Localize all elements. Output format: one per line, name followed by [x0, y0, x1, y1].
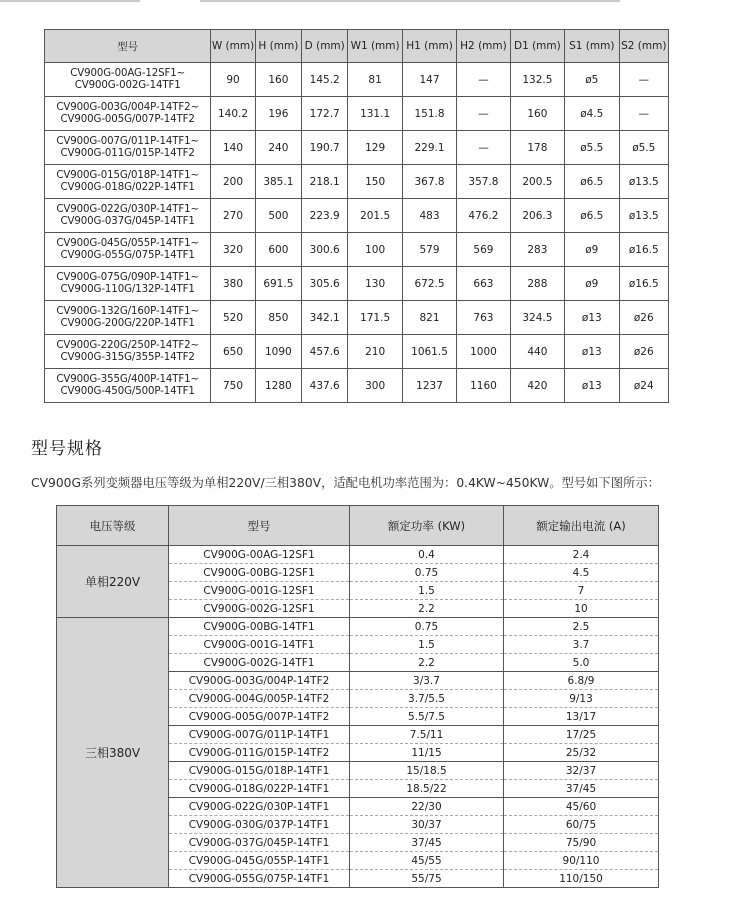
model-cell: CV900G-015G/018P-14TF1	[169, 762, 350, 780]
value-cell: 283	[510, 233, 564, 267]
value-cell: —	[619, 97, 669, 131]
value-cell: 476.2	[457, 199, 510, 233]
top-divider	[0, 0, 732, 3]
table-row	[45, 97, 669, 131]
value-cell: 600	[255, 233, 301, 267]
value-cell: ø6.5	[565, 165, 619, 199]
value-cell: 1090	[255, 335, 301, 369]
model-cell: CV900G-045G/055P-14TF1	[169, 852, 350, 870]
voltage-group-cell: 单相220V	[57, 546, 169, 618]
value-cell: ø26	[619, 301, 669, 335]
value-cell: ø9	[565, 267, 619, 301]
current-cell: 90/110	[504, 852, 659, 870]
value-cell: —	[457, 131, 510, 165]
value-cell: ø13.5	[619, 199, 669, 233]
model-line: CV900G-450G/500P-14TF1	[60, 385, 195, 397]
table-row	[57, 546, 659, 564]
table-row	[45, 335, 669, 369]
value-cell: 178	[510, 131, 564, 165]
value-cell: 100	[348, 233, 402, 267]
current-cell: 110/150	[504, 870, 659, 888]
value-cell: 320	[211, 233, 255, 267]
current-cell: 75/90	[504, 834, 659, 852]
value-cell: ø6.5	[565, 199, 619, 233]
table-row	[57, 618, 659, 636]
model-cell: CV900G-030G/037P-14TF1	[169, 816, 350, 834]
model-line: CV900G-015G/018P-14TF1~	[56, 169, 199, 181]
current-cell: 6.8/9	[504, 672, 659, 690]
value-cell: ø5	[565, 63, 619, 97]
value-cell: 129	[348, 131, 402, 165]
value-cell: 240	[255, 131, 301, 165]
model-line: CV900G-00AG-12SF1~	[70, 67, 186, 79]
value-cell: 420	[510, 369, 564, 403]
value-cell: 750	[211, 369, 255, 403]
power-cell: 0.75	[350, 564, 504, 582]
model-cell	[45, 131, 211, 165]
value-cell: 160	[510, 97, 564, 131]
dims-header-cell: S1 (mm)	[565, 30, 619, 63]
model-cell: CV900G-037G/045P-14TF1	[169, 834, 350, 852]
value-cell: 200	[211, 165, 255, 199]
model-line: CV900G-005G/007P-14TF2	[60, 113, 195, 125]
value-cell: 81	[348, 63, 402, 97]
value-cell: 821	[402, 301, 456, 335]
spec-header-cell: 电压等级	[57, 506, 169, 546]
value-cell: ø16.5	[619, 233, 669, 267]
current-cell: 10	[504, 600, 659, 618]
value-cell: 171.5	[348, 301, 402, 335]
value-cell: 132.5	[510, 63, 564, 97]
value-cell: 270	[211, 199, 255, 233]
current-cell: 25/32	[504, 744, 659, 762]
table-row	[45, 233, 669, 267]
power-cell: 3.7/5.5	[350, 690, 504, 708]
power-cell: 55/75	[350, 870, 504, 888]
power-cell: 2.2	[350, 654, 504, 672]
value-cell: 324.5	[510, 301, 564, 335]
model-cell	[45, 267, 211, 301]
model-line: CV900G-018G/022P-14TF1	[60, 181, 195, 193]
section-description: CV900G系列变频器电压等级为单相220V/三相380V，适配电机功率范围为：0.4KW~450KW。型号如下图所示：	[31, 476, 660, 490]
table-row	[45, 131, 669, 165]
value-cell: 763	[457, 301, 510, 335]
model-cell	[45, 97, 211, 131]
power-cell: 0.4	[350, 546, 504, 564]
value-cell: 569	[457, 233, 510, 267]
dims-header-cell: D1 (mm)	[510, 30, 564, 63]
model-cell: CV900G-004G/005P-14TF2	[169, 690, 350, 708]
value-cell: 380	[211, 267, 255, 301]
model-cell	[45, 369, 211, 403]
value-cell: 131.1	[348, 97, 402, 131]
dims-header-cell: W1 (mm)	[348, 30, 402, 63]
model-line: CV900G-055G/075P-14TF1	[60, 249, 195, 261]
value-cell: 1061.5	[402, 335, 456, 369]
model-cell	[45, 199, 211, 233]
model-cell	[45, 335, 211, 369]
power-cell: 15/18.5	[350, 762, 504, 780]
value-cell: 1160	[457, 369, 510, 403]
current-cell: 4.5	[504, 564, 659, 582]
current-cell: 17/25	[504, 726, 659, 744]
model-cell: CV900G-002G-12SF1	[169, 600, 350, 618]
voltage-group-cell: 三相380V	[57, 618, 169, 888]
table-row	[45, 369, 669, 403]
value-cell: ø13	[565, 335, 619, 369]
model-cell: CV900G-055G/075P-14TF1	[169, 870, 350, 888]
power-cell: 30/37	[350, 816, 504, 834]
dims-header-cell: W (mm)	[211, 30, 255, 63]
value-cell: ø16.5	[619, 267, 669, 301]
value-cell: ø24	[619, 369, 669, 403]
spec-header-cell: 额定功率 (KW)	[350, 506, 504, 546]
model-cell: CV900G-00AG-12SF1	[169, 546, 350, 564]
model-cell: CV900G-007G/011P-14TF1	[169, 726, 350, 744]
value-cell: 151.8	[402, 97, 456, 131]
value-cell: 305.6	[302, 267, 348, 301]
value-cell: 190.7	[302, 131, 348, 165]
value-cell: 140	[211, 131, 255, 165]
model-line: CV900G-045G/055P-14TF1~	[56, 237, 199, 249]
value-cell: 672.5	[402, 267, 456, 301]
value-cell: 160	[255, 63, 301, 97]
value-cell: 691.5	[255, 267, 301, 301]
value-cell: 300.6	[302, 233, 348, 267]
spec-header-cell: 型号	[169, 506, 350, 546]
value-cell: ø5.5	[565, 131, 619, 165]
table-row	[45, 165, 669, 199]
value-cell: 1237	[402, 369, 456, 403]
power-cell: 3/3.7	[350, 672, 504, 690]
power-cell: 7.5/11	[350, 726, 504, 744]
current-cell: 3.7	[504, 636, 659, 654]
model-line: CV900G-007G/011P-14TF1~	[56, 135, 199, 147]
dims-header-cell: H (mm)	[255, 30, 301, 63]
power-cell: 1.5	[350, 582, 504, 600]
dimensions-header-row	[45, 30, 669, 63]
value-cell: 150	[348, 165, 402, 199]
value-cell: 520	[211, 301, 255, 335]
value-cell: 663	[457, 267, 510, 301]
dims-header-cell: S2 (mm)	[619, 30, 669, 63]
value-cell: 145.2	[302, 63, 348, 97]
value-cell: ø4.5	[565, 97, 619, 131]
current-cell: 5.0	[504, 654, 659, 672]
power-cell: 22/30	[350, 798, 504, 816]
value-cell: 457.6	[302, 335, 348, 369]
value-cell: ø9	[565, 233, 619, 267]
model-cell	[45, 165, 211, 199]
value-cell: 206.3	[510, 199, 564, 233]
model-cell: CV900G-003G/004P-14TF2	[169, 672, 350, 690]
value-cell: 357.8	[457, 165, 510, 199]
model-line: CV900G-355G/400P-14TF1~	[56, 373, 199, 385]
dims-header-cell: H2 (mm)	[457, 30, 510, 63]
value-cell: 229.1	[402, 131, 456, 165]
value-cell: —	[619, 63, 669, 97]
power-cell: 37/45	[350, 834, 504, 852]
value-cell: 1000	[457, 335, 510, 369]
power-cell: 1.5	[350, 636, 504, 654]
value-cell: 223.9	[302, 199, 348, 233]
power-cell: 18.5/22	[350, 780, 504, 798]
value-cell: 579	[402, 233, 456, 267]
model-cell: CV900G-022G/030P-14TF1	[169, 798, 350, 816]
current-cell: 2.5	[504, 618, 659, 636]
model-cell: CV900G-00BG-12SF1	[169, 564, 350, 582]
dims-header-cell: H1 (mm)	[402, 30, 456, 63]
value-cell: 140.2	[211, 97, 255, 131]
model-line: CV900G-200G/220P-14TF1	[60, 317, 195, 329]
spec-header-row	[57, 506, 659, 546]
value-cell: 367.8	[402, 165, 456, 199]
model-cell	[45, 233, 211, 267]
value-cell: 288	[510, 267, 564, 301]
value-cell: 385.1	[255, 165, 301, 199]
value-cell: ø26	[619, 335, 669, 369]
table-row	[45, 63, 669, 97]
model-line: CV900G-037G/045P-14TF1	[60, 215, 195, 227]
model-cell: CV900G-00BG-14TF1	[169, 618, 350, 636]
table-row	[45, 199, 669, 233]
model-cell: CV900G-018G/022P-14TF1	[169, 780, 350, 798]
power-cell: 5.5/7.5	[350, 708, 504, 726]
current-cell: 9/13	[504, 690, 659, 708]
value-cell: ø13.5	[619, 165, 669, 199]
value-cell: 650	[211, 335, 255, 369]
value-cell: 201.5	[348, 199, 402, 233]
value-cell: 440	[510, 335, 564, 369]
model-line: CV900G-132G/160P-14TF1~	[56, 305, 199, 317]
model-line: CV900G-011G/015P-14TF2	[60, 147, 195, 159]
value-cell: 1280	[255, 369, 301, 403]
value-cell: 300	[348, 369, 402, 403]
model-line: CV900G-002G-14TF1	[74, 79, 181, 91]
value-cell: 130	[348, 267, 402, 301]
value-cell: 147	[402, 63, 456, 97]
value-cell: 437.6	[302, 369, 348, 403]
model-cell	[45, 301, 211, 335]
model-line: CV900G-075G/090P-14TF1~	[56, 271, 199, 283]
current-cell: 13/17	[504, 708, 659, 726]
model-line: CV900G-003G/004P-14TF2~	[56, 101, 199, 113]
dimensions-table	[44, 29, 669, 403]
model-cell	[45, 63, 211, 97]
dims-header-cell: 型号	[45, 30, 211, 63]
model-spec-table	[56, 505, 659, 888]
value-cell: 218.1	[302, 165, 348, 199]
model-line: CV900G-110G/132P-14TF1	[60, 283, 195, 295]
value-cell: 196	[255, 97, 301, 131]
model-cell: CV900G-001G-12SF1	[169, 582, 350, 600]
spec-header-cell: 额定输出电流 (A)	[504, 506, 659, 546]
model-line: CV900G-315G/355P-14TF2	[60, 351, 195, 363]
current-cell: 60/75	[504, 816, 659, 834]
section-title: 型号规格	[31, 439, 103, 459]
value-cell: ø5.5	[619, 131, 669, 165]
current-cell: 45/60	[504, 798, 659, 816]
model-cell: CV900G-002G-14TF1	[169, 654, 350, 672]
value-cell: ø13	[565, 301, 619, 335]
power-cell: 11/15	[350, 744, 504, 762]
model-line: CV900G-220G/250P-14TF2~	[56, 339, 199, 351]
dims-header-cell: D (mm)	[302, 30, 348, 63]
model-line: CV900G-022G/030P-14TF1~	[56, 203, 199, 215]
current-cell: 32/37	[504, 762, 659, 780]
value-cell: ø13	[565, 369, 619, 403]
value-cell: 210	[348, 335, 402, 369]
value-cell: 172.7	[302, 97, 348, 131]
value-cell: 483	[402, 199, 456, 233]
current-cell: 2.4	[504, 546, 659, 564]
model-cell: CV900G-011G/015P-14TF2	[169, 744, 350, 762]
power-cell: 45/55	[350, 852, 504, 870]
value-cell: —	[457, 63, 510, 97]
power-cell: 0.75	[350, 618, 504, 636]
value-cell: —	[457, 97, 510, 131]
value-cell: 850	[255, 301, 301, 335]
value-cell: 500	[255, 199, 301, 233]
value-cell: 342.1	[302, 301, 348, 335]
table-row	[45, 301, 669, 335]
current-cell: 7	[504, 582, 659, 600]
model-cell: CV900G-001G-14TF1	[169, 636, 350, 654]
value-cell: 90	[211, 63, 255, 97]
power-cell: 2.2	[350, 600, 504, 618]
model-cell: CV900G-005G/007P-14TF2	[169, 708, 350, 726]
table-row	[45, 267, 669, 301]
value-cell: 200.5	[510, 165, 564, 199]
current-cell: 37/45	[504, 780, 659, 798]
